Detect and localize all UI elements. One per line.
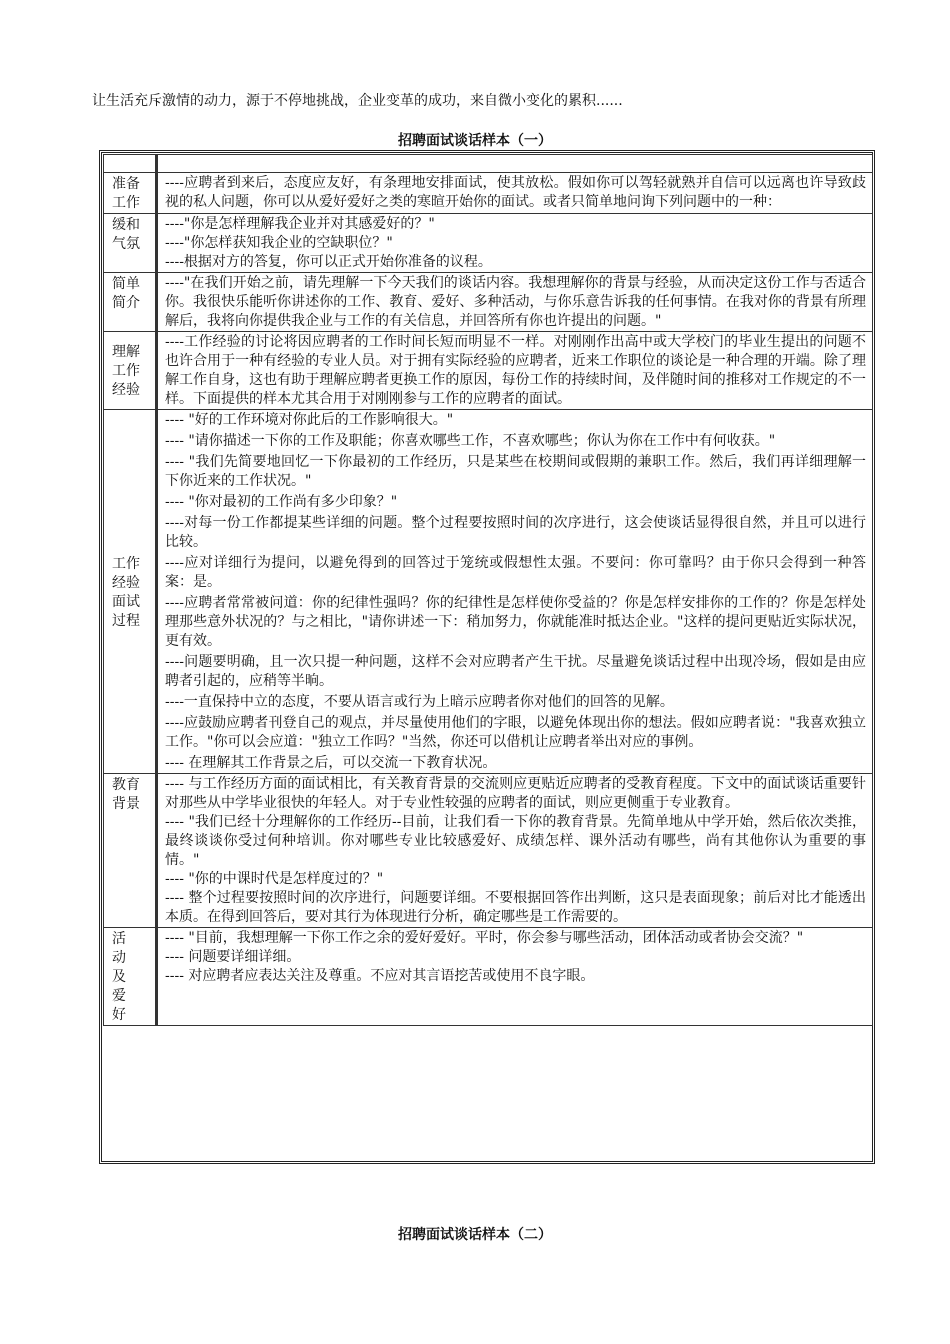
section-label-line: 气氛 (112, 236, 140, 252)
section-label-cell (104, 214, 157, 273)
section-paragraph: ---- 在理解其工作背景之后，可以交流一下教育状况。 (165, 755, 497, 771)
section-text-cell (157, 173, 873, 214)
section-paragraph: ----一直保持中立的态度，不要从语言或行为上暗示应聘者你对他们的回答的见解。 (165, 694, 674, 710)
section-paragraph: ---- "你对最初的工作尚有多少印象？" (165, 494, 398, 510)
section-paragraph: ---- "目前，我想理解一下你工作之余的爱好爱好。平时，你会参与哪些活动，团体活动或者协会交流？" (165, 930, 804, 946)
interview-table-frame (99, 150, 875, 1164)
section-label-cell (104, 774, 157, 928)
section-paragraph: ----"你是怎样理解我企业并对其感爱好的？" (165, 216, 435, 232)
section-paragraph: ----应对详细行为提问，以避免得到的回答过于笼统或假想性太强。不要问：你可靠吗？由于你只会得到一种答案：是。 (165, 555, 866, 590)
section-paragraph: ----根据对方的答复，你可以正式开始你准备的议程。 (165, 254, 492, 270)
section-label-line: 活 动 (112, 931, 140, 966)
section-paragraph: ---- "好的工作环境对你此后的工作影响很大。" (165, 412, 454, 428)
table-row (104, 273, 873, 332)
section-label-cell (104, 173, 157, 214)
section-paragraph: ---- "请你描述一下你的工作及职能；你喜欢哪些工作，不喜欢哪些；你认为你在工作中有何收获。" (165, 433, 776, 449)
section-paragraph: ---- 对应聘者应表达关注及尊重。不应对其言语挖苦或使用不良字眼。 (165, 968, 595, 984)
section-text-cell (157, 410, 873, 774)
section-paragraph: ---- "我们先简要地回忆一下你最初的工作经历，只是某些在校期间或假期的兼职工作。然后，我们再详细理解一下你近来的工作状况。" (165, 454, 866, 489)
section-paragraph: ----应鼓励应聘者刊登自己的观点，并尽量使用他们的字眼，以避免体现出你的想法。假如应聘者说："我喜欢独立工作。"你可以会应道："独立工作吗？"当然，你还可以借机让应聘者举出对应的事例。 (165, 715, 866, 750)
section-label-line: 背景 (112, 796, 140, 812)
section-paragraph: ----工作经验的讨论将因应聘者的工作时间长短而明显不一样。对刚刚作出高中或大学校门的毕业生提出的问题不也许合用于一种有经验的专业人员。对于拥有实际经验的应聘者，近来工作职位的谈论是一种合理的开端。除了理解工作自身，这也有助于理解应聘者更换工作的原因，每份工作的持续时间，及伴随时间的推移对工作规定的不一样。下面提供的样本尤其合用于对刚刚参与工作的应聘者的面试。 (165, 334, 866, 407)
section-paragraph: ----"在我们开始之前，请先理解一下今天我们的谈话内容。我想理解你的背景与经验，从而决定这份工作与否适合你。我很快乐能听你讲述你的工作、教育、爱好、多种活动，与你乐意告诉我的任何事情。在我对你的背景有所理解后，我将向你提供我企业与工作的有关信息，并回答所有你也许提出的问题。" (165, 275, 866, 329)
table-row (104, 774, 873, 928)
section-label-cell (104, 273, 157, 332)
section-paragraph: ----应聘者到来后，态度应友好，有条理地安排面试，使其放松。假如你可以驾轻就熟并自信可以远离也许导致歧视的私人问题，你可以从爱好爱好之类的寒暄开始你的面试。或者只简单地问询下列问题中的一种： (165, 175, 866, 210)
table-row (104, 928, 873, 1026)
intro-text: 让生活充斥激情的动力，源于不停地挑战，企业变革的成功，来自微小变化的累积...... (92, 93, 623, 109)
section-label-line: 准备 (112, 176, 140, 192)
section-paragraph: ----对每一份工作都提某些详细的问题。整个过程要按照时间的次序进行，这会使谈话显得很自然，并且可以进行比较。 (165, 515, 866, 550)
section-paragraph: ----问题要明确，且一次只提一种问题，这样不会对应聘者产生干扰。尽量避免谈话过程中出现冷场，假如是由应聘者引起的，应稍等半晌。 (165, 654, 866, 689)
section-text-cell (157, 214, 873, 273)
header-label-cell (104, 155, 157, 173)
section-text-cell (157, 332, 873, 410)
header-text-cell (157, 155, 873, 173)
section-label-line: 经验 (112, 574, 140, 591)
section-label-line: 经验 (112, 382, 140, 398)
section-paragraph: ---- "你的中课时代是怎样度过的？" (165, 871, 384, 887)
section-label-line: 工作 (112, 195, 140, 211)
section-label-line: 工作 (112, 555, 140, 572)
section-label-line: 及 爱 (112, 969, 140, 1004)
section-label-line: 工作 (112, 363, 140, 379)
section-label-cell (104, 410, 157, 774)
section-text-cell (157, 928, 873, 1026)
section-paragraph: ---- 问题要详细详细。 (165, 949, 301, 965)
table-row (104, 173, 873, 214)
section-text-cell (157, 774, 873, 928)
table-header-row (104, 155, 873, 173)
section-label-cell (104, 928, 157, 1026)
section-label-line: 缓和 (112, 217, 140, 233)
section-label-cell (104, 332, 157, 410)
section-label-line: 简单 (112, 276, 140, 292)
section-paragraph: ---- "我们已经十分理解你的工作经历--目前，让我们看一下你的教育背景。先简单地从中学开始，然后依次类推，最终谈谈你受过何种培训。你对哪些专业比较感爱好、成绩怎样、课外活动有哪些，尚有其他你认为重要的事情。" (165, 814, 866, 868)
section-text-cell (157, 273, 873, 332)
interview-table (103, 154, 873, 1026)
section-label-line: 理解 (112, 344, 140, 360)
sample-two-title: 招聘面试谈话样本（二） (398, 1227, 552, 1243)
section-paragraph: ---- 整个过程要按照时间的次序进行，问题要详细。不要根据回答作出判断，这只是表面现象；前后对比才能透出本质。在得到回答后，要对其行为体现进行分析，确定哪些是工作需要的。 (165, 890, 866, 925)
table-row (104, 410, 873, 774)
section-label-line: 面试 (112, 593, 140, 610)
table-row (104, 214, 873, 273)
sample-one-title: 招聘面试谈话样本（一） (398, 133, 552, 149)
section-label-line: 过程 (112, 612, 140, 629)
section-paragraph: ----应聘者常常被问道：你的纪律性强吗？你的纪律性是怎样使你受益的？你是怎样安排你的工作的？你是怎样处理那些意外状况的？与之相比，"请你讲述一下：稍加努力，你就能准时抵达企业。"这样的提问更贴近实际状况，更有效。 (165, 595, 866, 649)
section-paragraph: ---- 与工作经历方面的面试相比，有关教育背景的交流则应更贴近应聘者的受教育程度。下文中的面试谈话重要针对那些从中学毕业很快的年轻人。对于专业性较强的应聘者的面试，则应更侧重于专业教育。 (165, 776, 866, 811)
section-label-line: 简介 (112, 295, 140, 311)
section-label-line: 教育 (112, 777, 140, 793)
section-paragraph: ----"你怎样获知我企业的空缺职位？" (165, 235, 393, 251)
section-label-line: 好 (112, 1007, 126, 1023)
table-row (104, 332, 873, 410)
